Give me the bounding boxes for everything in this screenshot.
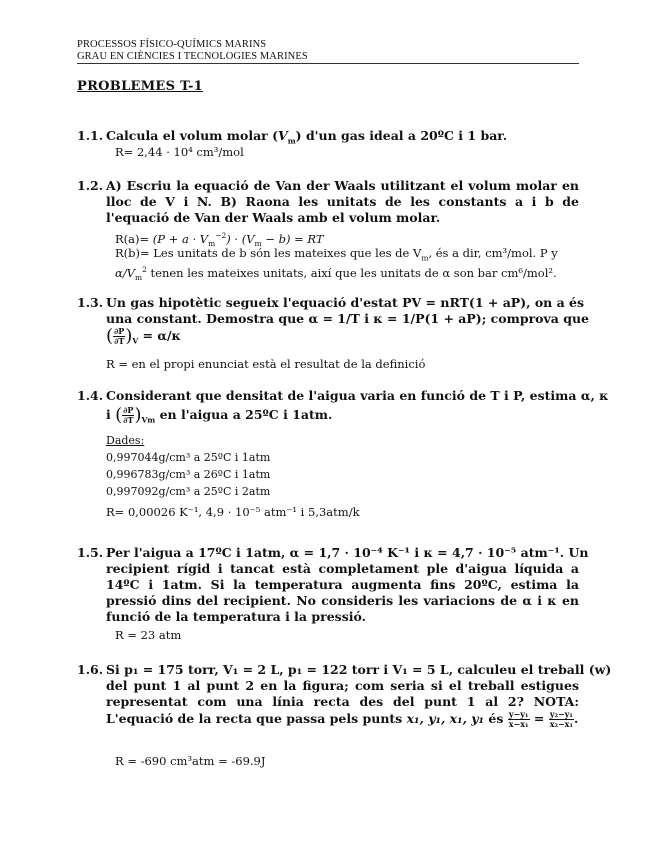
- lhs-den: x−x₁: [508, 719, 529, 728]
- partial-fraction: [122, 406, 134, 425]
- frac-num: ∂P: [114, 326, 125, 336]
- answer-b-text-end: , és a dir, cm³/mol. P y: [428, 246, 558, 260]
- data-item: 0,997092g/cm³ a 25ºC i 2atm: [106, 485, 271, 498]
- problem-question-line1: Si p₁ = 175 torr, V₁ = 2 L, p₁ = 122 torr i V₁ = 5 L, calculeu el treball (w): [106, 662, 612, 677]
- var-v: V: [278, 128, 288, 143]
- problem-answer: R= 2,44 · 10⁴ cm³/mol: [115, 145, 244, 159]
- answer-a-eq-mid: ) · (V: [226, 231, 255, 246]
- answer-a-eq: (P + a · V: [152, 231, 209, 246]
- lhs-num: y−y₁: [508, 709, 529, 719]
- answer-a-label: R(a)=: [115, 231, 150, 246]
- problem-number: 1.3.: [77, 295, 104, 310]
- problem-number: 1.5.: [77, 545, 104, 560]
- problem-question-line1: Per l'aigua a 17ºC i 1atm, α = 1,7 · 10⁻⁴ K⁻¹ i κ = 4,7 · 10⁻⁵ atm⁻¹. Un: [106, 545, 589, 560]
- line-eq-lhs: [508, 710, 530, 728]
- question-suffix: en l'aigua a 25ºC i 1atm.: [159, 407, 333, 422]
- question-text-end: ) d'un gas ideal a 20ºC i 1 bar.: [295, 128, 508, 143]
- question-text: del punt 1 al punt 2 en la figura; com seria si el treball estigues representat com una línia recta des del punt 1 al 2? NOTA: L'equació de la recta que passa pels punts: [106, 678, 579, 726]
- frac-rhs: = α/κ: [142, 328, 181, 343]
- problem-question: A) Escriu la equació de Van der Waals utilitzant el volum molar en lloc de V i N. B) Raona les unitats de les constants a i b de l'equació de Van der Waals amb el volum molar.: [106, 178, 579, 225]
- answer-a: $R(a)= (P + a \cdot V_m^{-2}) \cdot (V_m - b)$ = RT: [115, 231, 324, 249]
- problem-question-line2: i ( $\frac{\partial P}{\partial T}$ )$_{Vm}$ en l'aigua a 25ºC i 1atm.: [106, 404, 333, 426]
- answer-b-line2: $\alpha/V_m^2$ tenen les mateixes unitats, així que les unitats de α son bar cm⁶/mol².: [115, 265, 557, 283]
- frac-num: ∂P: [123, 405, 134, 415]
- problem-number: 1.6.: [77, 662, 104, 677]
- question-es: és: [488, 711, 504, 726]
- data-item: 0,996783g/cm³ a 26ºC i 1atm: [106, 468, 271, 481]
- problem-answer: R = -690 cm³atm = -69.9J: [115, 754, 266, 768]
- document-header: [77, 39, 308, 63]
- problem-answer: R = en el propi enunciat està el resultat de la definició: [106, 357, 426, 371]
- problem-answer: R= 0,00026 K⁻¹, 4,9 · 10⁻⁵ atm⁻¹ i 5,3atm/k: [106, 505, 360, 519]
- problem-question-rest: recipient rígid i tancat està completament ple d'aigua líquida a 14ºC i 1atm. Si la temperatura augmenta fins 20ºC, estima la pressió dins del recipient. No consideris les variacions de α i κ en funció de la temperatura i la pressió.: [106, 561, 579, 624]
- problem-number: 1.1.: [77, 128, 104, 143]
- page-title: PROBLEMES T-1: [77, 79, 204, 94]
- rhs-den: x₂−x₁: [549, 719, 573, 728]
- rhs-num: y₂−y₁: [549, 709, 573, 719]
- data-item: 0,997044g/cm³ a 25ºC i 1atm: [106, 451, 271, 464]
- question-prefix: i: [106, 407, 111, 422]
- problem-question-line1: Un gas hipotètic segueix l'equació d'estat PV = nRT(1 + aP), on a és: [106, 295, 585, 310]
- line-eq-rhs: [549, 710, 574, 728]
- header-line-2: GRAU EN CIÈNCIES I TECNOLOGIES MARINES: [77, 51, 308, 62]
- frac-sub: Vm: [141, 415, 156, 425]
- problem-question-rest: del punt 1 al punt 2 en la figura; com seria si el treball estigues representat com una línia recta des del punt 1 al 2? NOTA: L'equació de la recta que passa pels punts x₁, y₁, x₁, y₁ és $\frac{\text{y−y₁}}{\text{x−x₁}}$ = $\frac{\text{y₂−y₁}}{\text{x₂−x₁}}$ .: [106, 678, 579, 728]
- answer-b-line1: R(b)= Les unitats de b són les mateixes que les de $V_m$, és a dir, cm³/mol. P y: [115, 246, 558, 263]
- data-label-text: Dades:: [106, 434, 145, 447]
- answer-b-text: R(b)= Les unitats de b són les mateixes que les de V: [115, 246, 422, 260]
- derivative-expression: ( $\frac{\partial P}{\partial T}$ )$_V = \alpha/\kappa$: [106, 325, 181, 347]
- problem-answer: R = 23 atm: [115, 628, 182, 642]
- problem-question-line2: una constant. Demostra que α = 1/T i κ = 1/P(1 + aP); comprova que: [106, 311, 590, 326]
- header-line-1: PROCESSOS FÍSICO-QUÍMICS MARINS: [77, 39, 267, 50]
- frac-den: ∂T: [123, 415, 134, 425]
- frac-den: ∂T: [114, 336, 125, 346]
- problem-number: 1.4.: [77, 388, 104, 403]
- problem-number: 1.2.: [77, 178, 104, 193]
- answer-a-eq-end: − b) = RT: [261, 231, 324, 246]
- problem-question-line1: Considerant que densitat de l'aigua varia en funció de T i P, estima α, κ: [106, 388, 609, 403]
- data-label: [106, 433, 144, 449]
- answer-b2-text: tenen les mateixes unitats, així que les unitats de α son bar cm⁶/mol².: [146, 265, 557, 280]
- header-divider: [77, 63, 579, 64]
- var-sub: m: [287, 136, 296, 146]
- point-vars: x₁, y₁, x₁, y₁: [406, 711, 485, 726]
- frac-sub: V: [132, 336, 139, 346]
- answer-b2-var: α/V: [115, 265, 135, 280]
- question-text: Calcula el volum molar (: [106, 128, 279, 143]
- partial-fraction: [113, 327, 125, 346]
